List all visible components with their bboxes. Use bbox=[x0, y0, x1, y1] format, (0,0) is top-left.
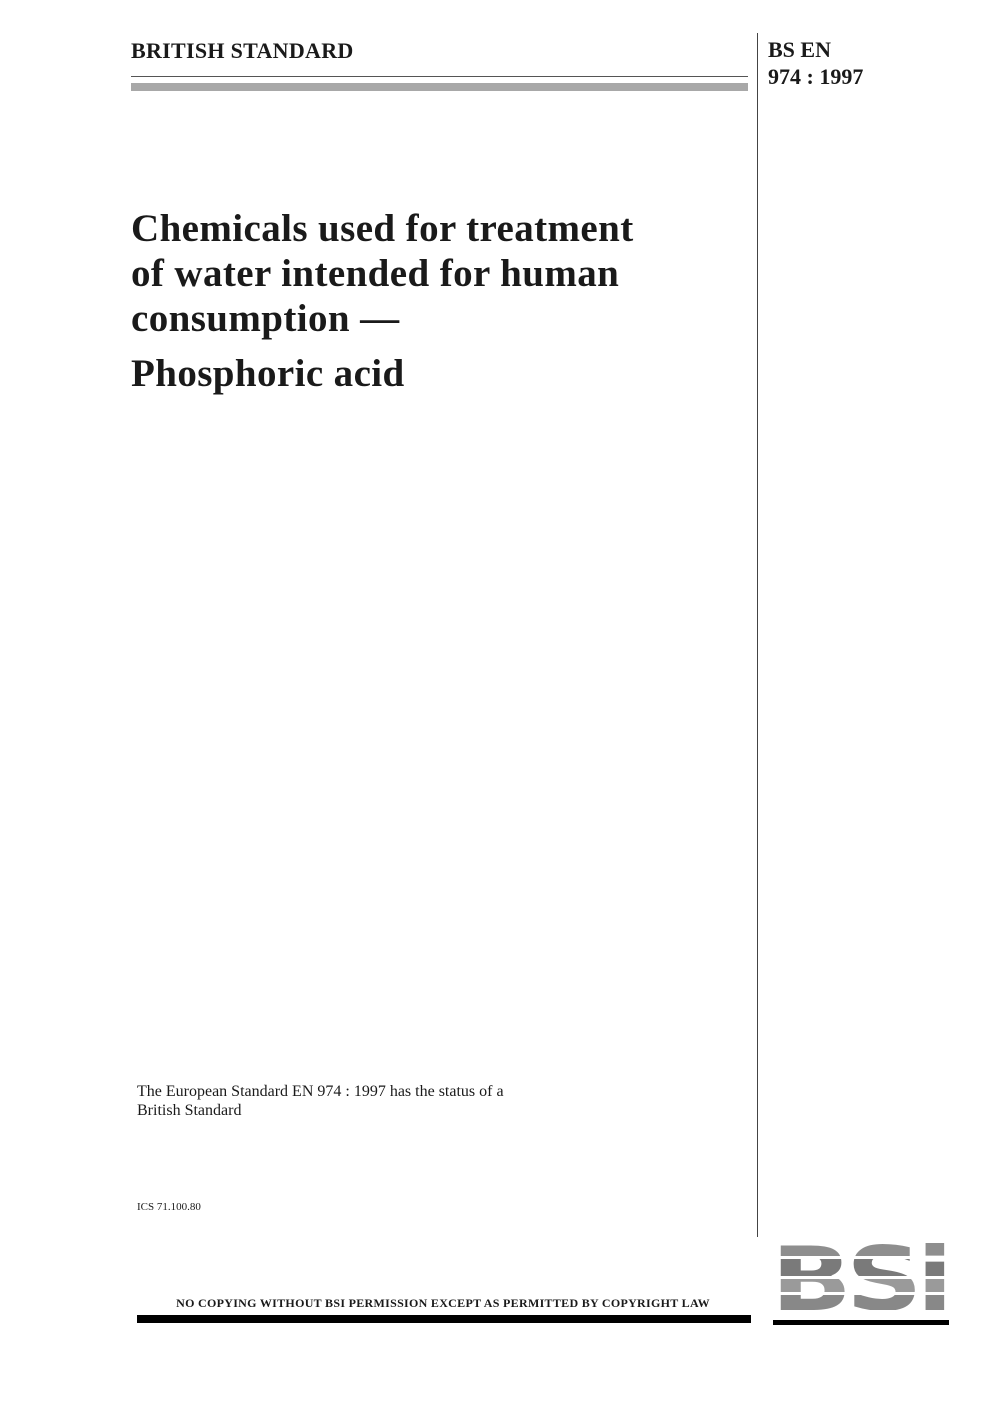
standard-number-line-2: 974 : 1997 bbox=[768, 64, 864, 89]
ics-code: ICS 71.100.80 bbox=[137, 1201, 201, 1213]
document-subtitle: Phosphoric acid bbox=[131, 352, 405, 395]
standard-number-line-1: BS EN bbox=[768, 37, 831, 62]
document-series-label: BRITISH STANDARD bbox=[131, 38, 354, 63]
copyright-notice: NO COPYING WITHOUT BSI PERMISSION EXCEPT AS PERMITTED BY COPYRIGHT LAW bbox=[176, 1296, 710, 1310]
status-note-line-2: British Standard bbox=[137, 1102, 242, 1119]
status-note-line-1: The European Standard EN 974 : 1997 has the status of a bbox=[137, 1083, 504, 1100]
footer-rule bbox=[137, 1315, 751, 1323]
document-title bbox=[131, 206, 741, 341]
header-rule-thin bbox=[131, 76, 748, 77]
title-line-1: Chemicals used for treatment bbox=[131, 207, 634, 250]
status-note bbox=[137, 1082, 567, 1120]
bsi-logo-icon bbox=[773, 1240, 949, 1325]
title-line-2: of water intended for human bbox=[131, 252, 620, 295]
header-rule-thick bbox=[131, 83, 748, 91]
vertical-divider bbox=[757, 33, 758, 1237]
standard-number bbox=[768, 36, 863, 90]
title-line-3: consumption — bbox=[131, 297, 400, 340]
